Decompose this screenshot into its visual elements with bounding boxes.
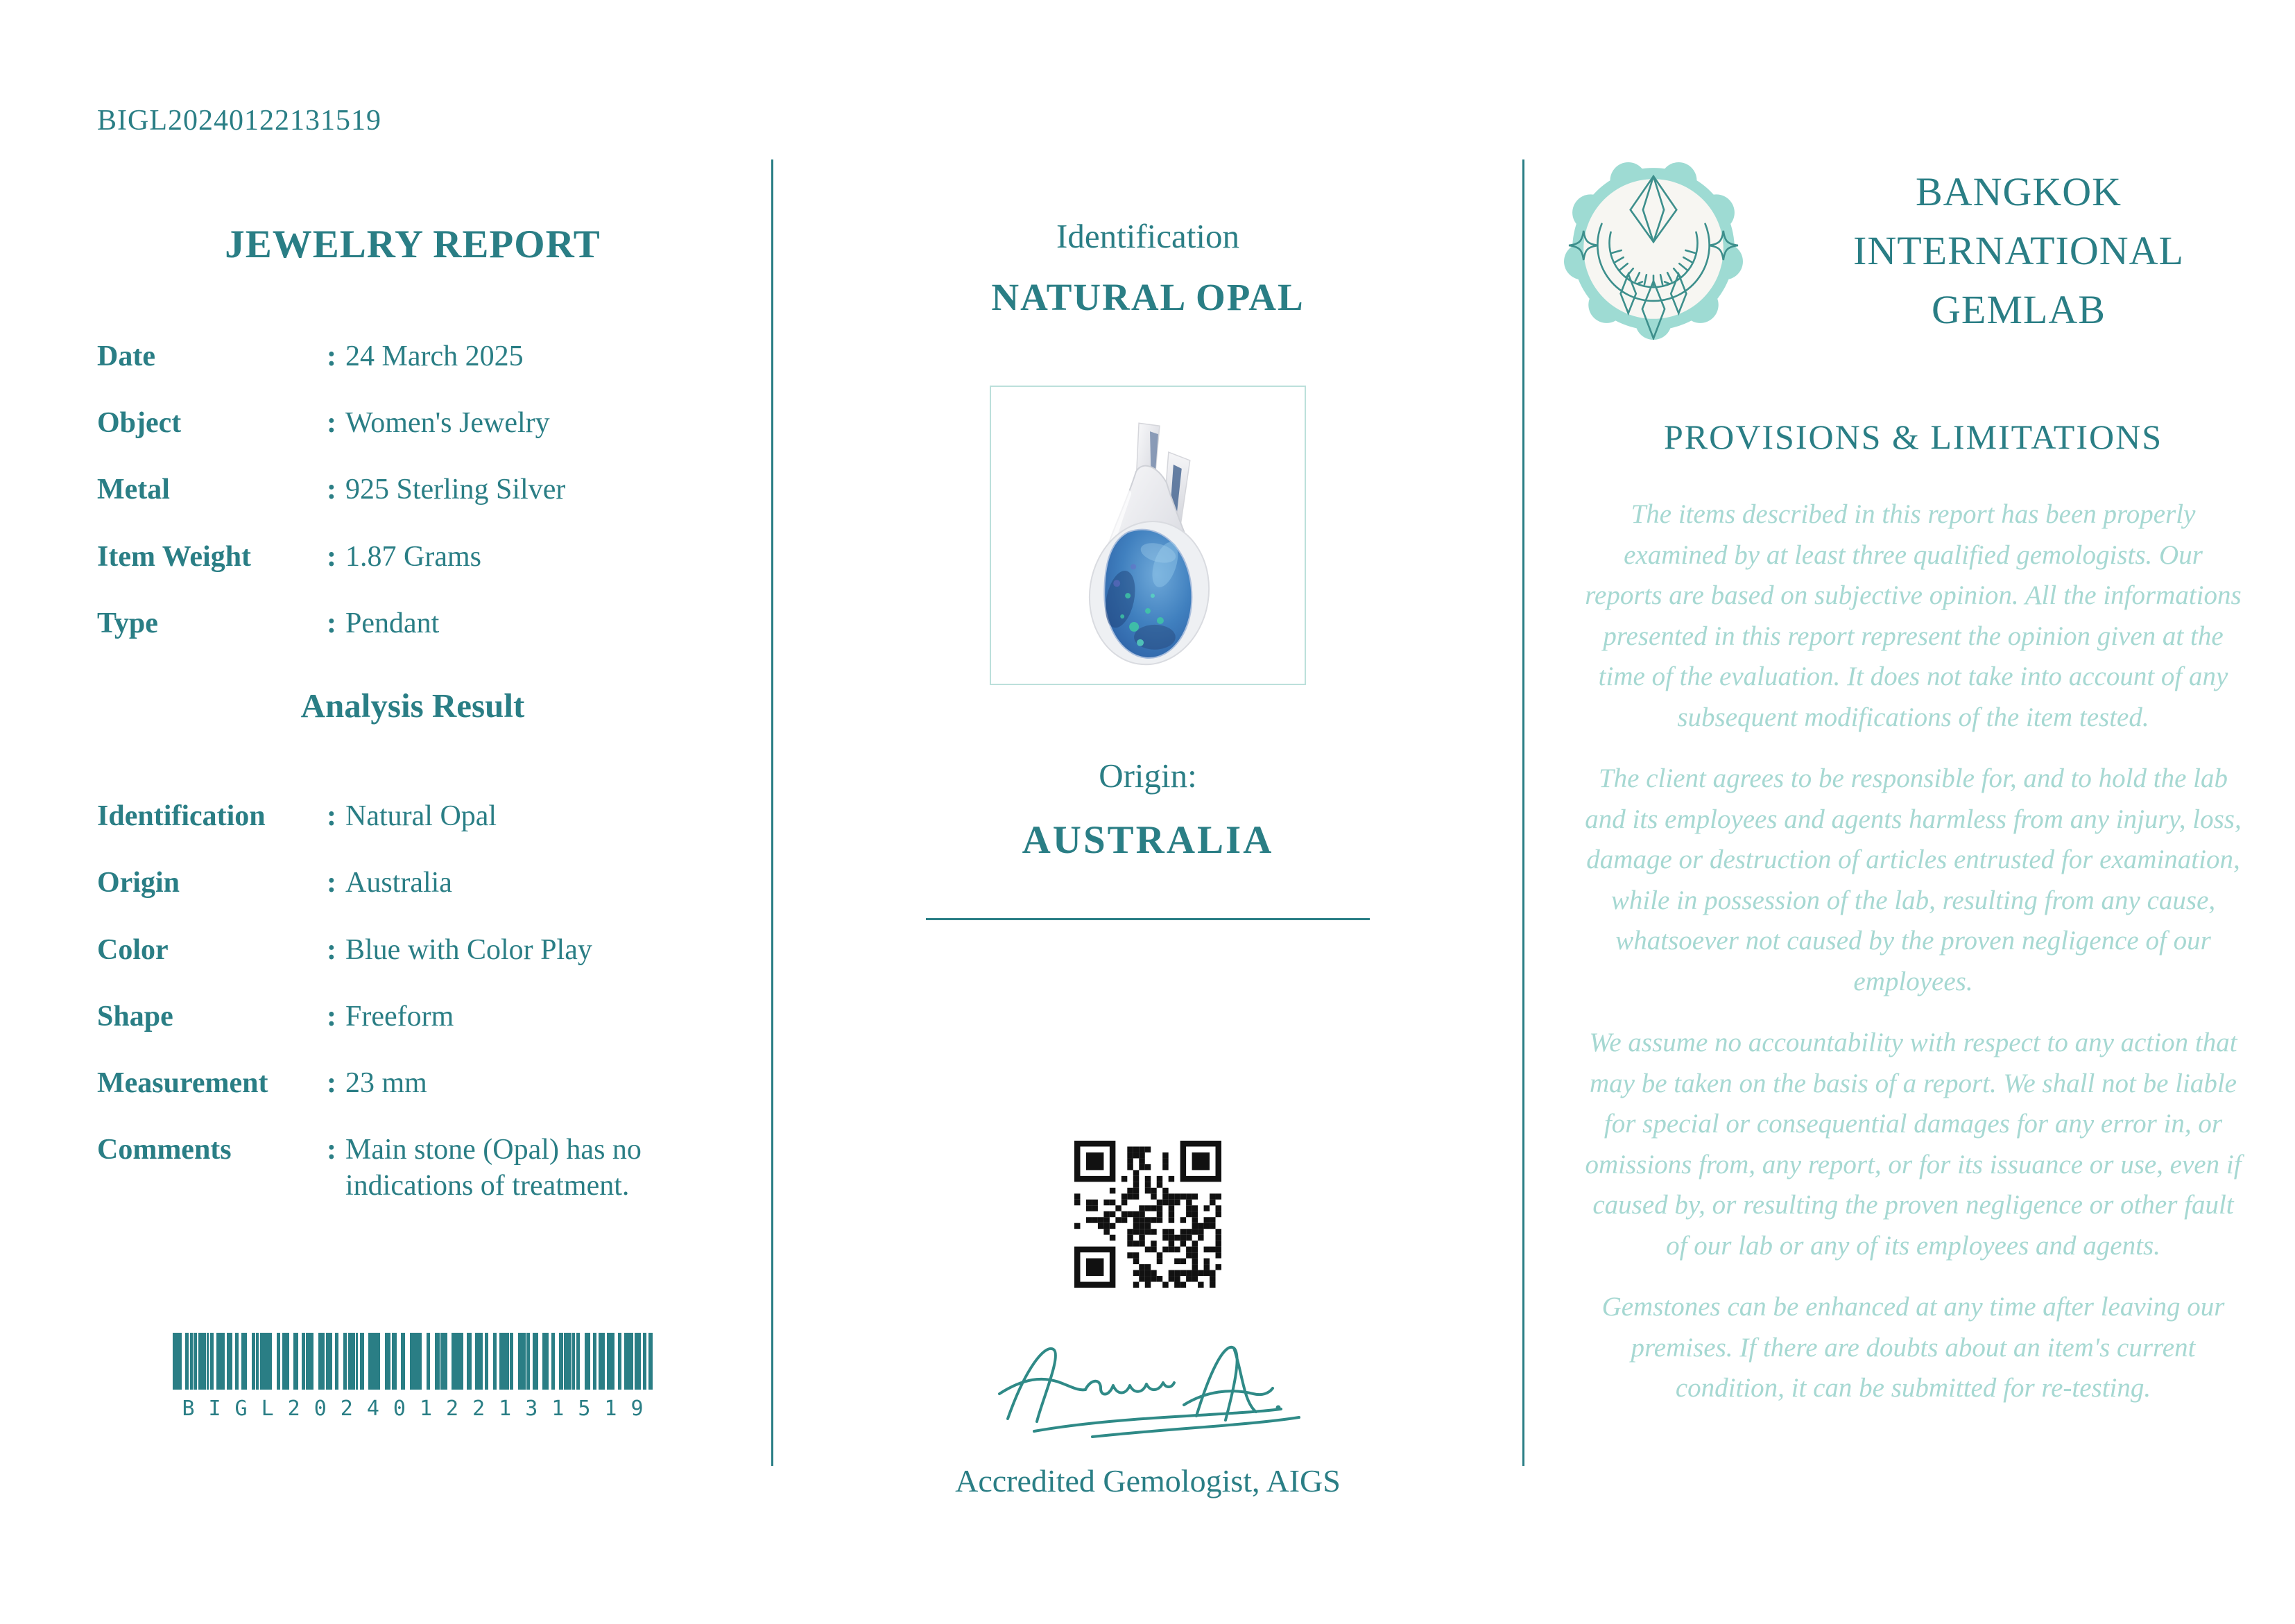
lab-logo <box>1563 158 1744 343</box>
detail-label: Date <box>97 340 155 372</box>
barcode-text: BIGL20240122131519 <box>182 1396 657 1421</box>
detail-label: Type <box>97 607 158 639</box>
colon: : <box>327 1000 336 1033</box>
lab-name-line1: BANGKOK <box>1916 169 2122 214</box>
detail-value: Pendant <box>345 607 440 639</box>
detail-value: 23 mm <box>345 1067 427 1100</box>
detail-row-date <box>97 339 728 374</box>
detail-label: Color <box>97 933 169 966</box>
provisions-text <box>1563 494 2264 1409</box>
analysis-row-measurement <box>97 1066 728 1101</box>
detail-value: Freeform <box>345 1000 454 1033</box>
gemologist-title: Accredited Gemologist, AIGS <box>955 1463 1341 1498</box>
colon: : <box>327 474 336 506</box>
analysis-row-origin <box>97 865 728 901</box>
analysis-row-comments <box>97 1132 728 1203</box>
colon: : <box>327 1134 336 1166</box>
detail-value: Main stone (Opal) has no indications of treatment. <box>345 1134 642 1202</box>
provisions-title: PROVISIONS & LIMITATIONS <box>1663 417 2163 456</box>
identification-value: NATURAL OPAL <box>991 276 1305 318</box>
colon: : <box>327 540 336 573</box>
origin-divider <box>926 918 1370 920</box>
lab-name-line3: GEMLAB <box>1932 287 2106 333</box>
identification-heading: Identification <box>1056 217 1239 255</box>
qr-code <box>773 1141 1522 1291</box>
report-id: BIGL20240122131519 <box>97 105 381 137</box>
colon: : <box>327 407 336 440</box>
detail-label: Object <box>97 407 182 440</box>
report-title: JEWELRY REPORT <box>225 223 601 266</box>
detail-value: Australia <box>345 867 452 899</box>
colon: : <box>327 340 336 372</box>
detail-row-metal <box>97 472 728 508</box>
opal-pendant-image <box>992 388 1303 682</box>
provisions-paragraph-4: Gemstones can be enhanced at any time after leaving our premises. If there are doubts about an item's current condition, it can be submitted for re-testing. <box>1601 1292 2225 1403</box>
jewelry-photo <box>990 386 1306 685</box>
barcode-bars-icon <box>173 1333 653 1390</box>
identification-column <box>773 0 1522 1624</box>
colon: : <box>327 1067 336 1100</box>
provisions-paragraph-2: The client agrees to be responsible for, and to hold the lab and its employees and agents harmless from any injury, loss, damage or destruction of articles entrusted for examination, while in possession of the lab, resulting from any cause, whatsoever not caused by the proven negligence of our employees. <box>1585 763 2242 996</box>
signature-icon <box>968 1327 1328 1445</box>
colon: : <box>327 867 336 899</box>
report-details <box>97 339 728 641</box>
colon: : <box>327 933 336 966</box>
detail-label: Comments <box>97 1134 232 1166</box>
detail-value: 925 Sterling Silver <box>345 474 566 506</box>
origin-heading: Origin: <box>1099 757 1197 795</box>
lab-name-line2: INTERNATIONAL <box>1853 227 2184 273</box>
provisions-paragraph-3: We assume no accountability with respect to any action that may be taken on the basis of a report. We shall not be liable for special or consequential damages for any error in, or omissions from, any report, or for its issuance or use, even if caused by, or resulting the proven negligence or other fault of our lab or any of its employees and agents. <box>1585 1028 2242 1261</box>
analysis-result-title: Analysis Result <box>300 686 525 725</box>
detail-label: Metal <box>97 474 170 506</box>
detail-row-type <box>97 606 728 641</box>
detail-label: Measurement <box>97 1067 268 1100</box>
colon: : <box>327 607 336 639</box>
analysis-row-shape <box>97 999 728 1035</box>
detail-label: Item Weight <box>97 540 252 573</box>
gemologist-signature <box>773 1327 1522 1449</box>
detail-value: Women's Jewelry <box>345 407 550 440</box>
lab-name <box>1773 162 2264 340</box>
origin-value: AUSTRALIA <box>1022 818 1274 862</box>
analysis-row-identification <box>97 799 728 834</box>
detail-value: Blue with Color Play <box>345 933 592 966</box>
detail-value: Natural Opal <box>345 800 497 833</box>
lab-header <box>1563 158 2264 343</box>
detail-label: Origin <box>97 867 180 899</box>
lab-column <box>1524 0 2295 1624</box>
qr-code-icon <box>1074 1141 1221 1288</box>
colon: : <box>327 800 336 833</box>
analysis-details <box>97 799 728 1204</box>
detail-row-item-weight <box>97 539 728 575</box>
gemlab-badge-icon <box>1563 158 1744 340</box>
detail-value: 24 March 2025 <box>345 340 524 372</box>
barcode <box>97 1333 728 1421</box>
detail-row-object <box>97 406 728 441</box>
detail-value: 1.87 Grams <box>345 540 481 573</box>
analysis-row-color <box>97 933 728 968</box>
detail-label: Shape <box>97 1000 173 1033</box>
report-column <box>0 0 771 1624</box>
provisions-paragraph-1: The items described in this report has been properly examined by at least three qualified gemologists. Our reports are based on subjective opinion. All the informations presented in this report represent the opinion given at the time of the evaluation. It does not take into account of any subsequent modifications of the item tested. <box>1585 499 2242 732</box>
detail-label: Identification <box>97 800 266 833</box>
